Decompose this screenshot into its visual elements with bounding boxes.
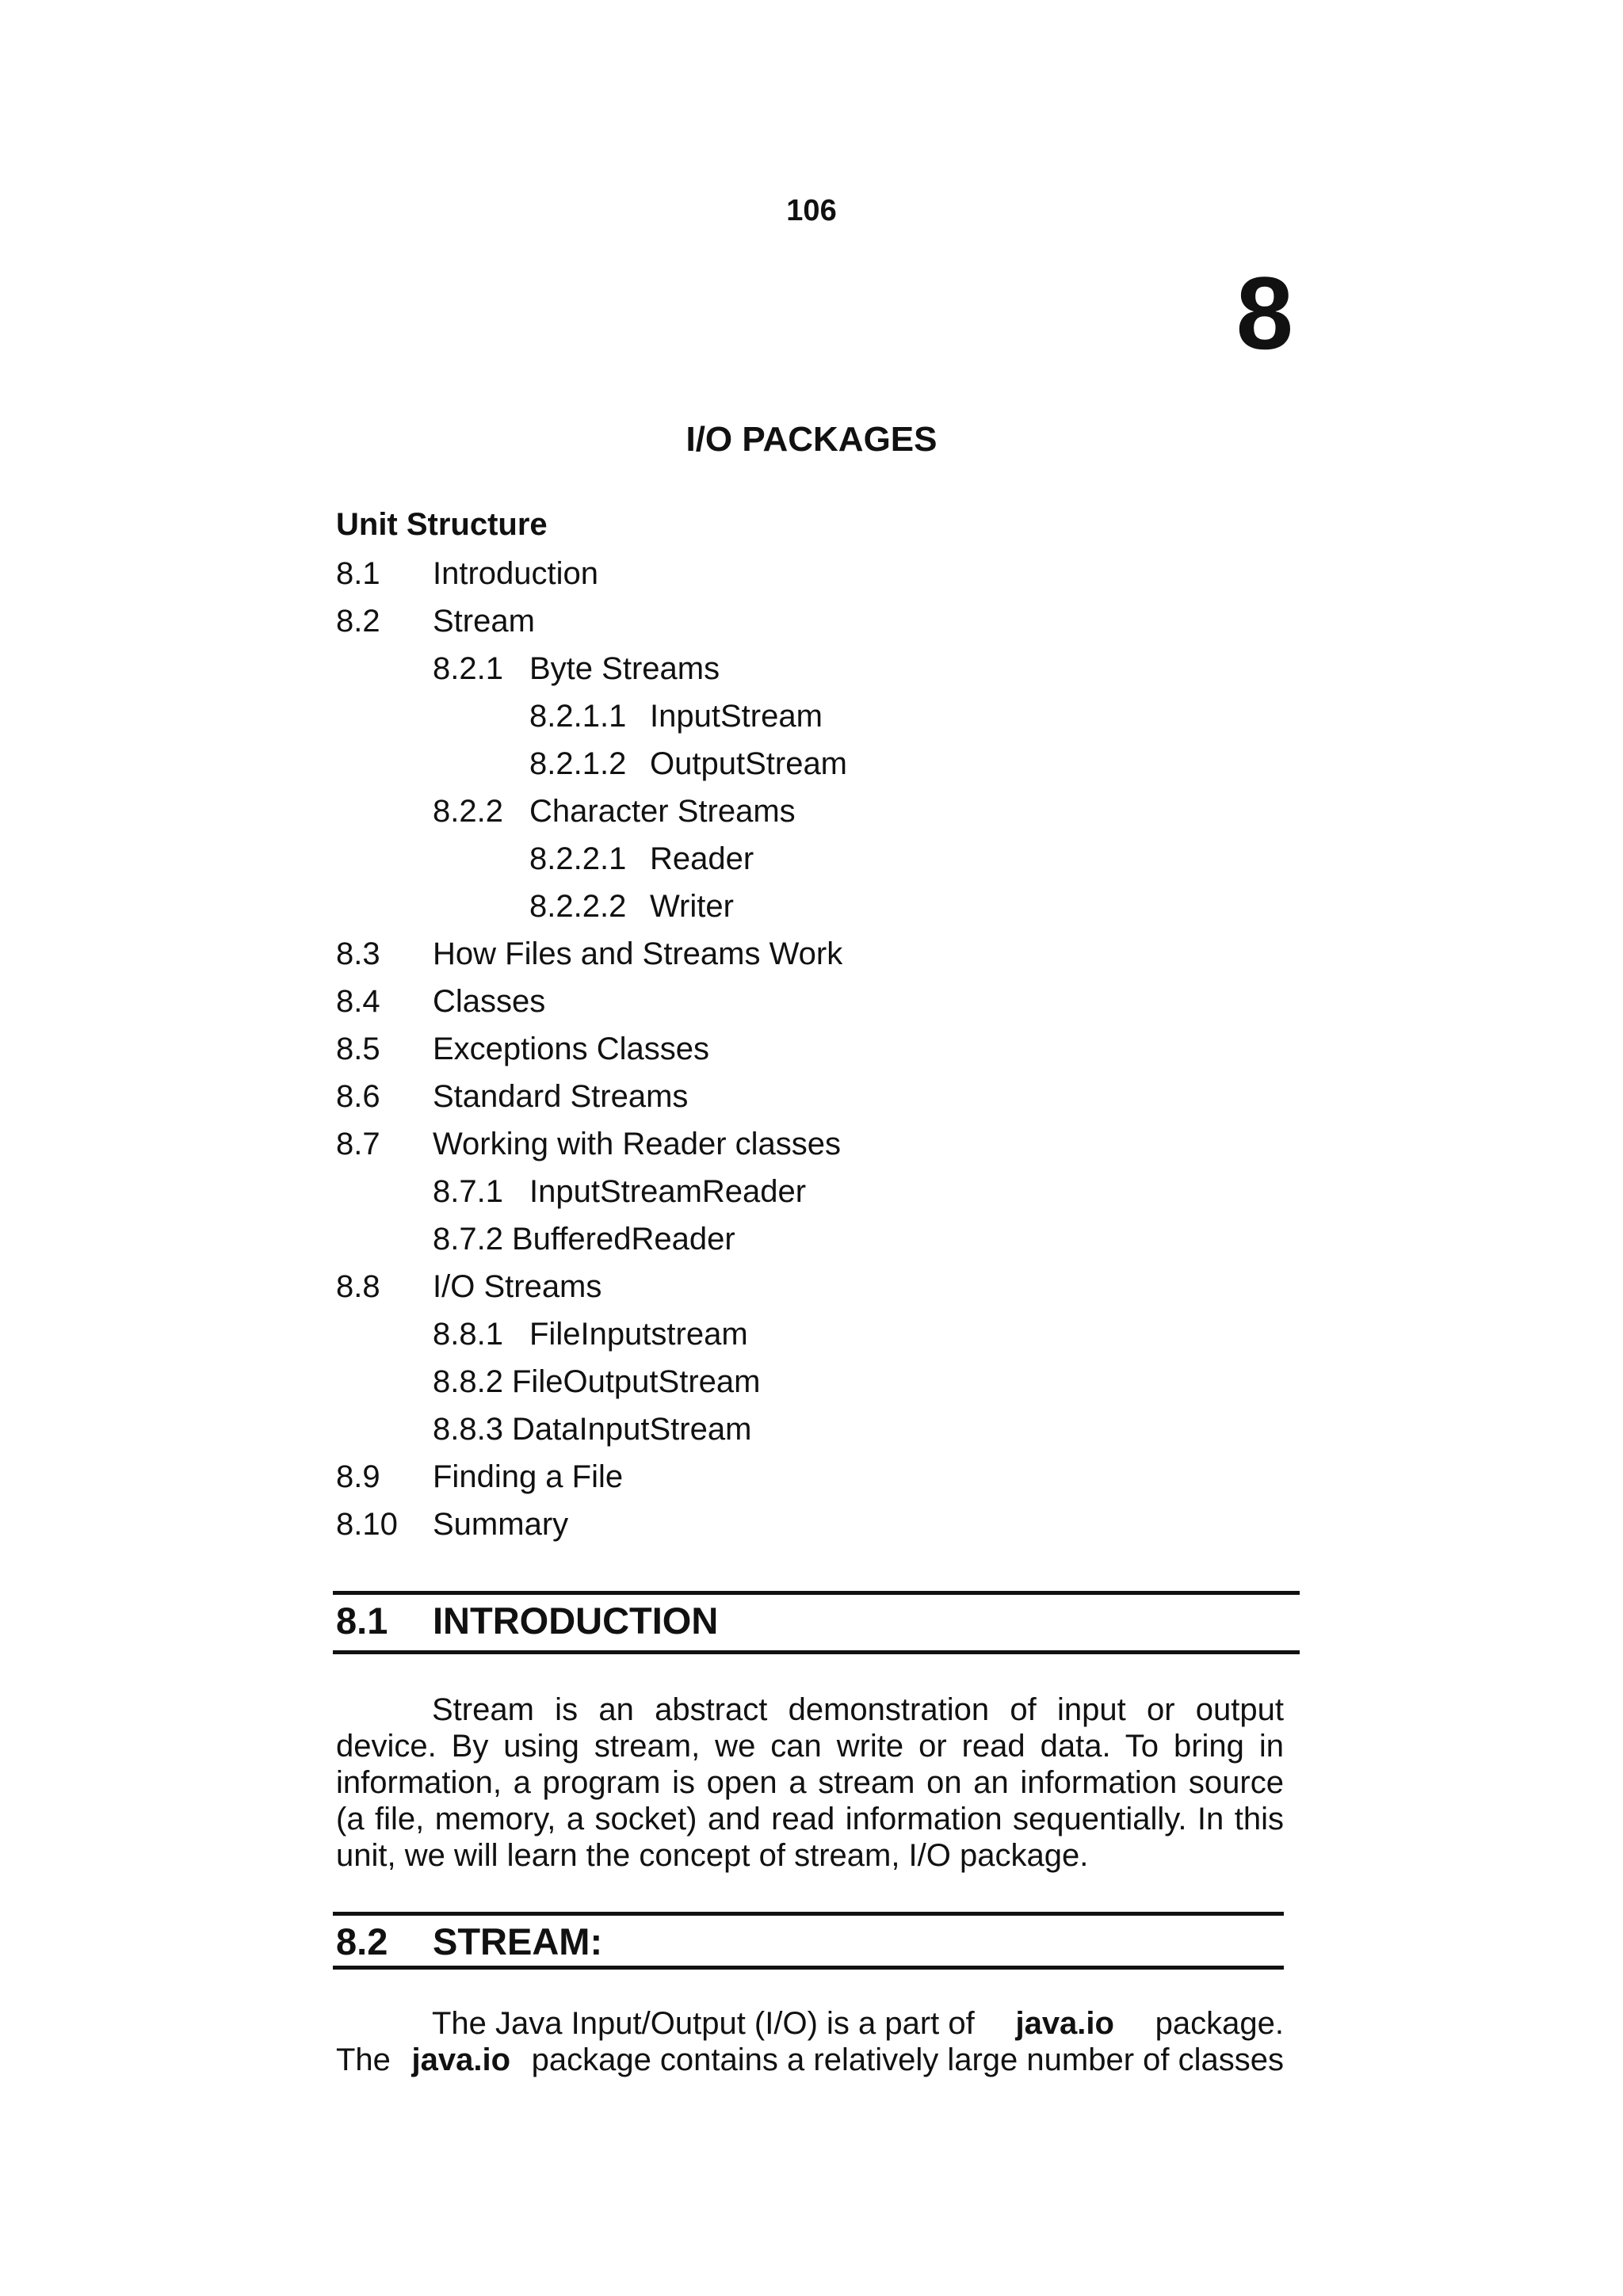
toc-item-number: 8.9: [336, 1459, 380, 1494]
toc-item-number: 8.8.3: [433, 1412, 503, 1447]
line-text: package contains a relatively large number of classes: [531, 2042, 1284, 2077]
line-text: The: [336, 2042, 391, 2077]
toc-item-label: InputStreamReader: [529, 1174, 807, 1209]
toc-item-number: 8.6: [336, 1079, 380, 1114]
toc-item-number: 8.5: [336, 1032, 380, 1066]
toc-item-number: 8.8.2: [433, 1364, 503, 1399]
toc-item-label: DataInputStream: [512, 1412, 752, 1447]
paragraph-line: device. By using stream, we can write or read data. To bring in: [336, 1729, 1284, 1764]
line-text: package.: [1155, 2006, 1284, 2041]
section-title: INTRODUCTION: [433, 1600, 719, 1642]
toc-item-label: Exceptions Classes: [433, 1032, 710, 1066]
toc-item-number: 8.3: [336, 936, 380, 971]
toc-item-label: FileInputstream: [529, 1317, 748, 1352]
paragraph-line: Stream is an abstract demonstration of input or output: [432, 1692, 1284, 1727]
toc-item-label: Reader: [650, 841, 754, 876]
toc-item-number: 8.2.1.1: [529, 699, 627, 734]
unit-structure-heading: Unit Structure: [336, 507, 548, 542]
page-number: 106: [786, 194, 837, 227]
toc-item-number: 8.4: [336, 984, 380, 1019]
paragraph-line: information, a program is open a stream on an information source: [336, 1765, 1284, 1800]
toc-item-number: 8.7: [336, 1127, 380, 1161]
toc-item-label: I/O Streams: [433, 1269, 602, 1304]
toc-item-label: FileOutputStream: [512, 1364, 761, 1399]
toc-item-label: OutputStream: [650, 746, 848, 781]
section-number: 8.1: [336, 1600, 388, 1642]
toc-item-number: 8.2.2: [433, 794, 503, 829]
toc-item-number: 8.2.2.2: [529, 889, 627, 924]
toc-item-number: 8.8: [336, 1269, 380, 1304]
toc-item-label: Introduction: [433, 556, 599, 591]
package-name: java.io: [1015, 2006, 1114, 2041]
toc-item-number: 8.8.1: [433, 1317, 503, 1352]
toc-item-label: Byte Streams: [529, 651, 720, 686]
toc-item-label: Standard Streams: [433, 1079, 689, 1114]
toc-item-number: 8.2.1.2: [529, 746, 627, 781]
toc-item-number: 8.7.1: [433, 1174, 503, 1209]
package-name: java.io: [411, 2042, 511, 2077]
chapter-number: 8: [1235, 255, 1293, 371]
toc-item-number: 8.2.2.1: [529, 841, 627, 876]
section-number: 8.2: [336, 1920, 388, 1962]
paragraph-line: [336, 2042, 1284, 2078]
line-text: The Java Input/Output (I/O) is a part of: [432, 2006, 975, 2041]
toc-item-number: 8.7.2: [433, 1222, 503, 1257]
section-top-rule: [333, 1591, 1300, 1595]
toc-item-label: Working with Reader classes: [433, 1127, 842, 1161]
toc-item-number: 8.2: [336, 604, 380, 639]
section-title: STREAM:: [433, 1920, 603, 1962]
toc-item-label: Writer: [650, 889, 734, 924]
section-top-rule: [333, 1912, 1284, 1916]
toc-item-label: How Files and Streams Work: [433, 936, 843, 971]
section-bottom-rule: [333, 1650, 1300, 1654]
section-bottom-rule: [333, 1966, 1284, 1970]
toc-item-number: 8.1: [336, 556, 380, 591]
toc-item-number: 8.10: [336, 1507, 398, 1542]
toc-item-label: Classes: [433, 984, 546, 1019]
toc-item-label: BufferedReader: [512, 1222, 735, 1257]
toc-item-label: Summary: [433, 1507, 569, 1542]
chapter-title: I/O PACKAGES: [685, 420, 938, 459]
paragraph-line: [432, 2005, 1284, 2042]
toc-item-label: Character Streams: [529, 794, 796, 829]
paragraph-line: (a file, memory, a socket) and read information sequentially. In this: [336, 1802, 1284, 1836]
toc-item-label: InputStream: [650, 699, 823, 734]
toc-item-label: Finding a File: [433, 1459, 624, 1494]
toc-item-number: 8.2.1: [433, 651, 503, 686]
toc-item-label: Stream: [433, 604, 535, 639]
paragraph-line: unit, we will learn the concept of stream, I/O package.: [336, 1838, 1089, 1873]
